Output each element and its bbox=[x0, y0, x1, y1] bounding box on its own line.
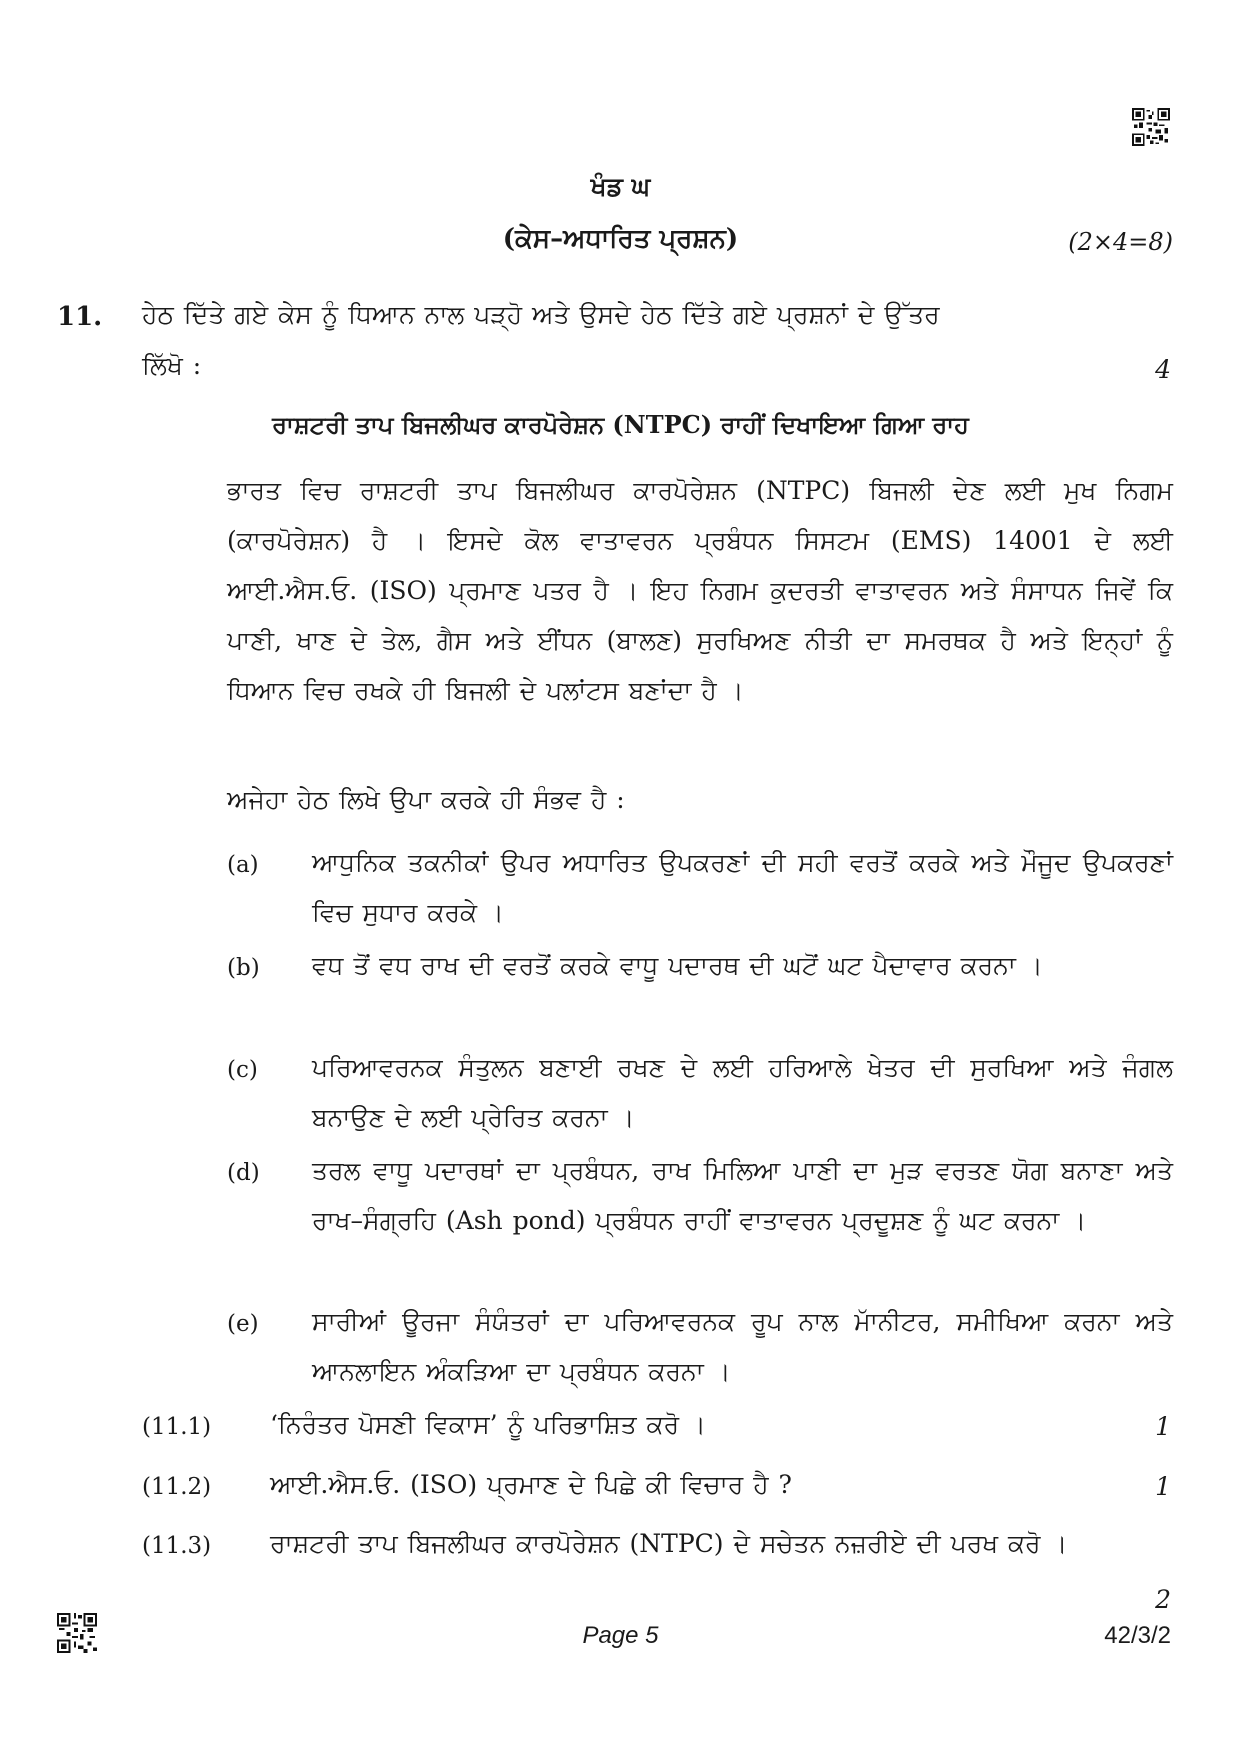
subquestion-number: (11.1) bbox=[142, 1414, 212, 1440]
case-paragraph: ਭਾਰਤ ਵਿਚ ਰਾਸ਼ਟਰੀ ਤਾਪ ਬਿਜਲੀਘਰ ਕਾਰਪੋਰੇਸ਼ਨ (NTPC) ਬਿਜਲੀ ਦੇਣ ਲਈ ਮੁਖ ਨਿਗਮ (ਕਾਰਪੋਰੇਸ਼ਨ) ਹੈ । ਇਸਦੇ ਕੋਲ ਵਾਤਾਵਰਨ ਪ੍ਰਬੰਧਨ ਸਿਸਟਮ (EMS) 14001 ਦੇ ਲਈ ਆਈ.ਐਸ.ਓ. (ISO) ਪ੍ਰਮਾਣ ਪਤਰ ਹੈ । ਇਹ ਨਿਗਮ ਕੁਦਰਤੀ ਵਾਤਾਵਰਨ ਅਤੇ ਸੰਸਾਧਨ ਜਿਵੇਂ ਕਿ ਪਾਣੀ, ਖਾਣ ਦੇ ਤੇਲ, ਗੈਸ ਅਤੇ ਈਂਧਨ (ਬਾਲਣ) ਸੁਰਖਿਅਣ ਨੀਤੀ ਦਾ ਸਮਰਥਕ ਹੈ ਅਤੇ ਇਨ੍ਹਾਂ ਨੂੰ ਧਿਆਨ ਵਿਚ ਰਖਕੇ ਹੀ ਬਿਜਲੀ ਦੇ ਪਲਾਂਟਸ ਬਣਾਂਦਾ ਹੈ । bbox=[227, 476, 1173, 705]
question-instruction-line1: ਹੇਠ ਦਿੱਤੇ ਗਏ ਕੇਸ ਨੂੰ ਧਿਆਨ ਨਾਲ ਪੜ੍ਹੋ ਅਤੇ ਉਸਦੇ ਹੇਠ ਦਿੱਤੇ ਗਏ ਪ੍ਰਸ਼ਨਾਂ ਦੇ ਉੱਤਰ bbox=[142, 300, 940, 329]
qr-code-icon bbox=[1132, 108, 1170, 146]
case-intro: ਅਜੇਹਾ ਹੇਠ ਲਿਖੇ ਉਪਾ ਕਰਕੇ ਹੀ ਸੰਭਵ ਹੈ : bbox=[227, 785, 625, 814]
subquestion-marks: 1 bbox=[1155, 1472, 1171, 1501]
section-title: ਖੰਡ ਘ bbox=[590, 172, 651, 201]
subquestion-text: ‘ਨਿਰੰਤਰ ਪੋਸਣੀ ਵਿਕਾਸ’ ਨੂੰ ਪਰਿਭਾਸ਼ਿਤ ਕਰੋ । bbox=[270, 1410, 706, 1439]
subquestion-number: (11.2) bbox=[142, 1474, 212, 1500]
point-text: ਸਾਰੀਆਂ ਊਰਜਾ ਸੰਯੰਤਰਾਂ ਦਾ ਪਰਿਆਵਰਨਕ ਰੂਪ ਨਾਲ ਮਾੱਨੀਟਰ, ਸਮੀਖਿਆ ਕਰਨਾ ਅਤੇ ਆਨਲਾਇਨ ਅੰਕੜਿਆ ਦਾ ਪ੍ਰਬੰਧਨ ਕਰਨਾ । bbox=[312, 1307, 1173, 1386]
page-number: Page 5 bbox=[582, 1622, 659, 1649]
question-instruction-line2: ਲਿੱਖੋ : bbox=[142, 351, 202, 380]
subquestion-number: (11.3) bbox=[142, 1533, 212, 1559]
section-subtitle: (ਕੇਸ–ਅਧਾਰਿਤ ਪ੍ਰਸ਼ਨ) bbox=[502, 224, 739, 254]
subquestion-marks: 2 bbox=[1155, 1585, 1171, 1614]
point-label: (e) bbox=[227, 1311, 259, 1337]
point-label: (d) bbox=[227, 1160, 260, 1186]
section-marks: (2×4=8) bbox=[1068, 228, 1173, 256]
subquestion-marks: 1 bbox=[1155, 1412, 1171, 1441]
case-heading: ਰਾਸ਼ਟਰੀ ਤਾਪ ਬਿਜਲੀਘਰ ਕਾਰਪੋਰੇਸ਼ਨ (NTPC) ਰਾਹੀਂ ਦਿਖਾਇਆ ਗਿਆ ਰਾਹ bbox=[272, 410, 969, 439]
point-label: (b) bbox=[227, 955, 260, 981]
subquestion-text: ਰਾਸ਼ਟਰੀ ਤਾਪ ਬਿਜਲੀਘਰ ਕਾਰਪੋਰੇਸ਼ਨ (NTPC) ਦੇ ਸਚੇਤਨ ਨਜ਼ਰੀਏ ਦੀ ਪਰਖ ਕਰੋ । bbox=[270, 1529, 1068, 1558]
point-label: (c) bbox=[227, 1057, 258, 1083]
paper-code: 42/3/2 bbox=[1104, 1622, 1171, 1649]
point-text: ਆਧੁਨਿਕ ਤਕਨੀਕਾਂ ਉਪਰ ਅਧਾਰਿਤ ਉਪਕਰਣਾਂ ਦੀ ਸਹੀ ਵਰਤੋਂ ਕਰਕੇ ਅਤੇ ਮੌਜੂਦ ਉਪਕਰਣਾਂ ਵਿਚ ਸੁਧਾਰ ਕਰਕੇ । bbox=[312, 848, 1173, 927]
point-text: ਤਰਲ ਵਾਧੂ ਪਦਾਰਥਾਂ ਦਾ ਪ੍ਰਬੰਧਨ, ਰਾਖ ਮਿਲਿਆ ਪਾਣੀ ਦਾ ਮੁੜ ਵਰਤਣ ਯੋਗ ਬਨਾਣਾ ਅਤੇ ਰਾਖ–ਸੰਗ੍ਰਹਿ (Ash pond) ਪ੍ਰਬੰਧਨ ਰਾਹੀਂ ਵਾਤਾਵਰਨ ਪ੍ਰਦੂਸ਼ਣ ਨੂੰ ਘਟ ਕਰਨਾ । bbox=[312, 1156, 1173, 1235]
subquestion-text: ਆਈ.ਐਸ.ਓ. (ISO) ਪ੍ਰਮਾਣ ਦੇ ਪਿਛੇ ਕੀ ਵਿਚਾਰ ਹੈ ? bbox=[270, 1470, 792, 1499]
point-label: (a) bbox=[227, 852, 259, 878]
question-marks: 4 bbox=[1155, 355, 1171, 384]
point-text: ਵਧ ਤੋਂ ਵਧ ਰਾਖ ਦੀ ਵਰਤੋਂ ਕਰਕੇ ਵਾਧੂ ਪਦਾਰਥ ਦੀ ਘਟੋਂ ਘਟ ਪੈਦਾਵਾਰ ਕਰਨਾ । bbox=[312, 951, 1043, 980]
question-number: 11. bbox=[57, 302, 103, 332]
point-text: ਪਰਿਆਵਰਨਕ ਸੰਤੁਲਨ ਬਣਾਈ ਰਖਣ ਦੇ ਲਈ ਹਰਿਆਲੇ ਖੇਤਰ ਦੀ ਸੁਰਖਿਆ ਅਤੇ ਜੰਗਲ ਬਨਾਉਣ ਦੇ ਲਈ ਪ੍ਰੇਰਿਤ ਕਰਨਾ । bbox=[312, 1053, 1173, 1132]
